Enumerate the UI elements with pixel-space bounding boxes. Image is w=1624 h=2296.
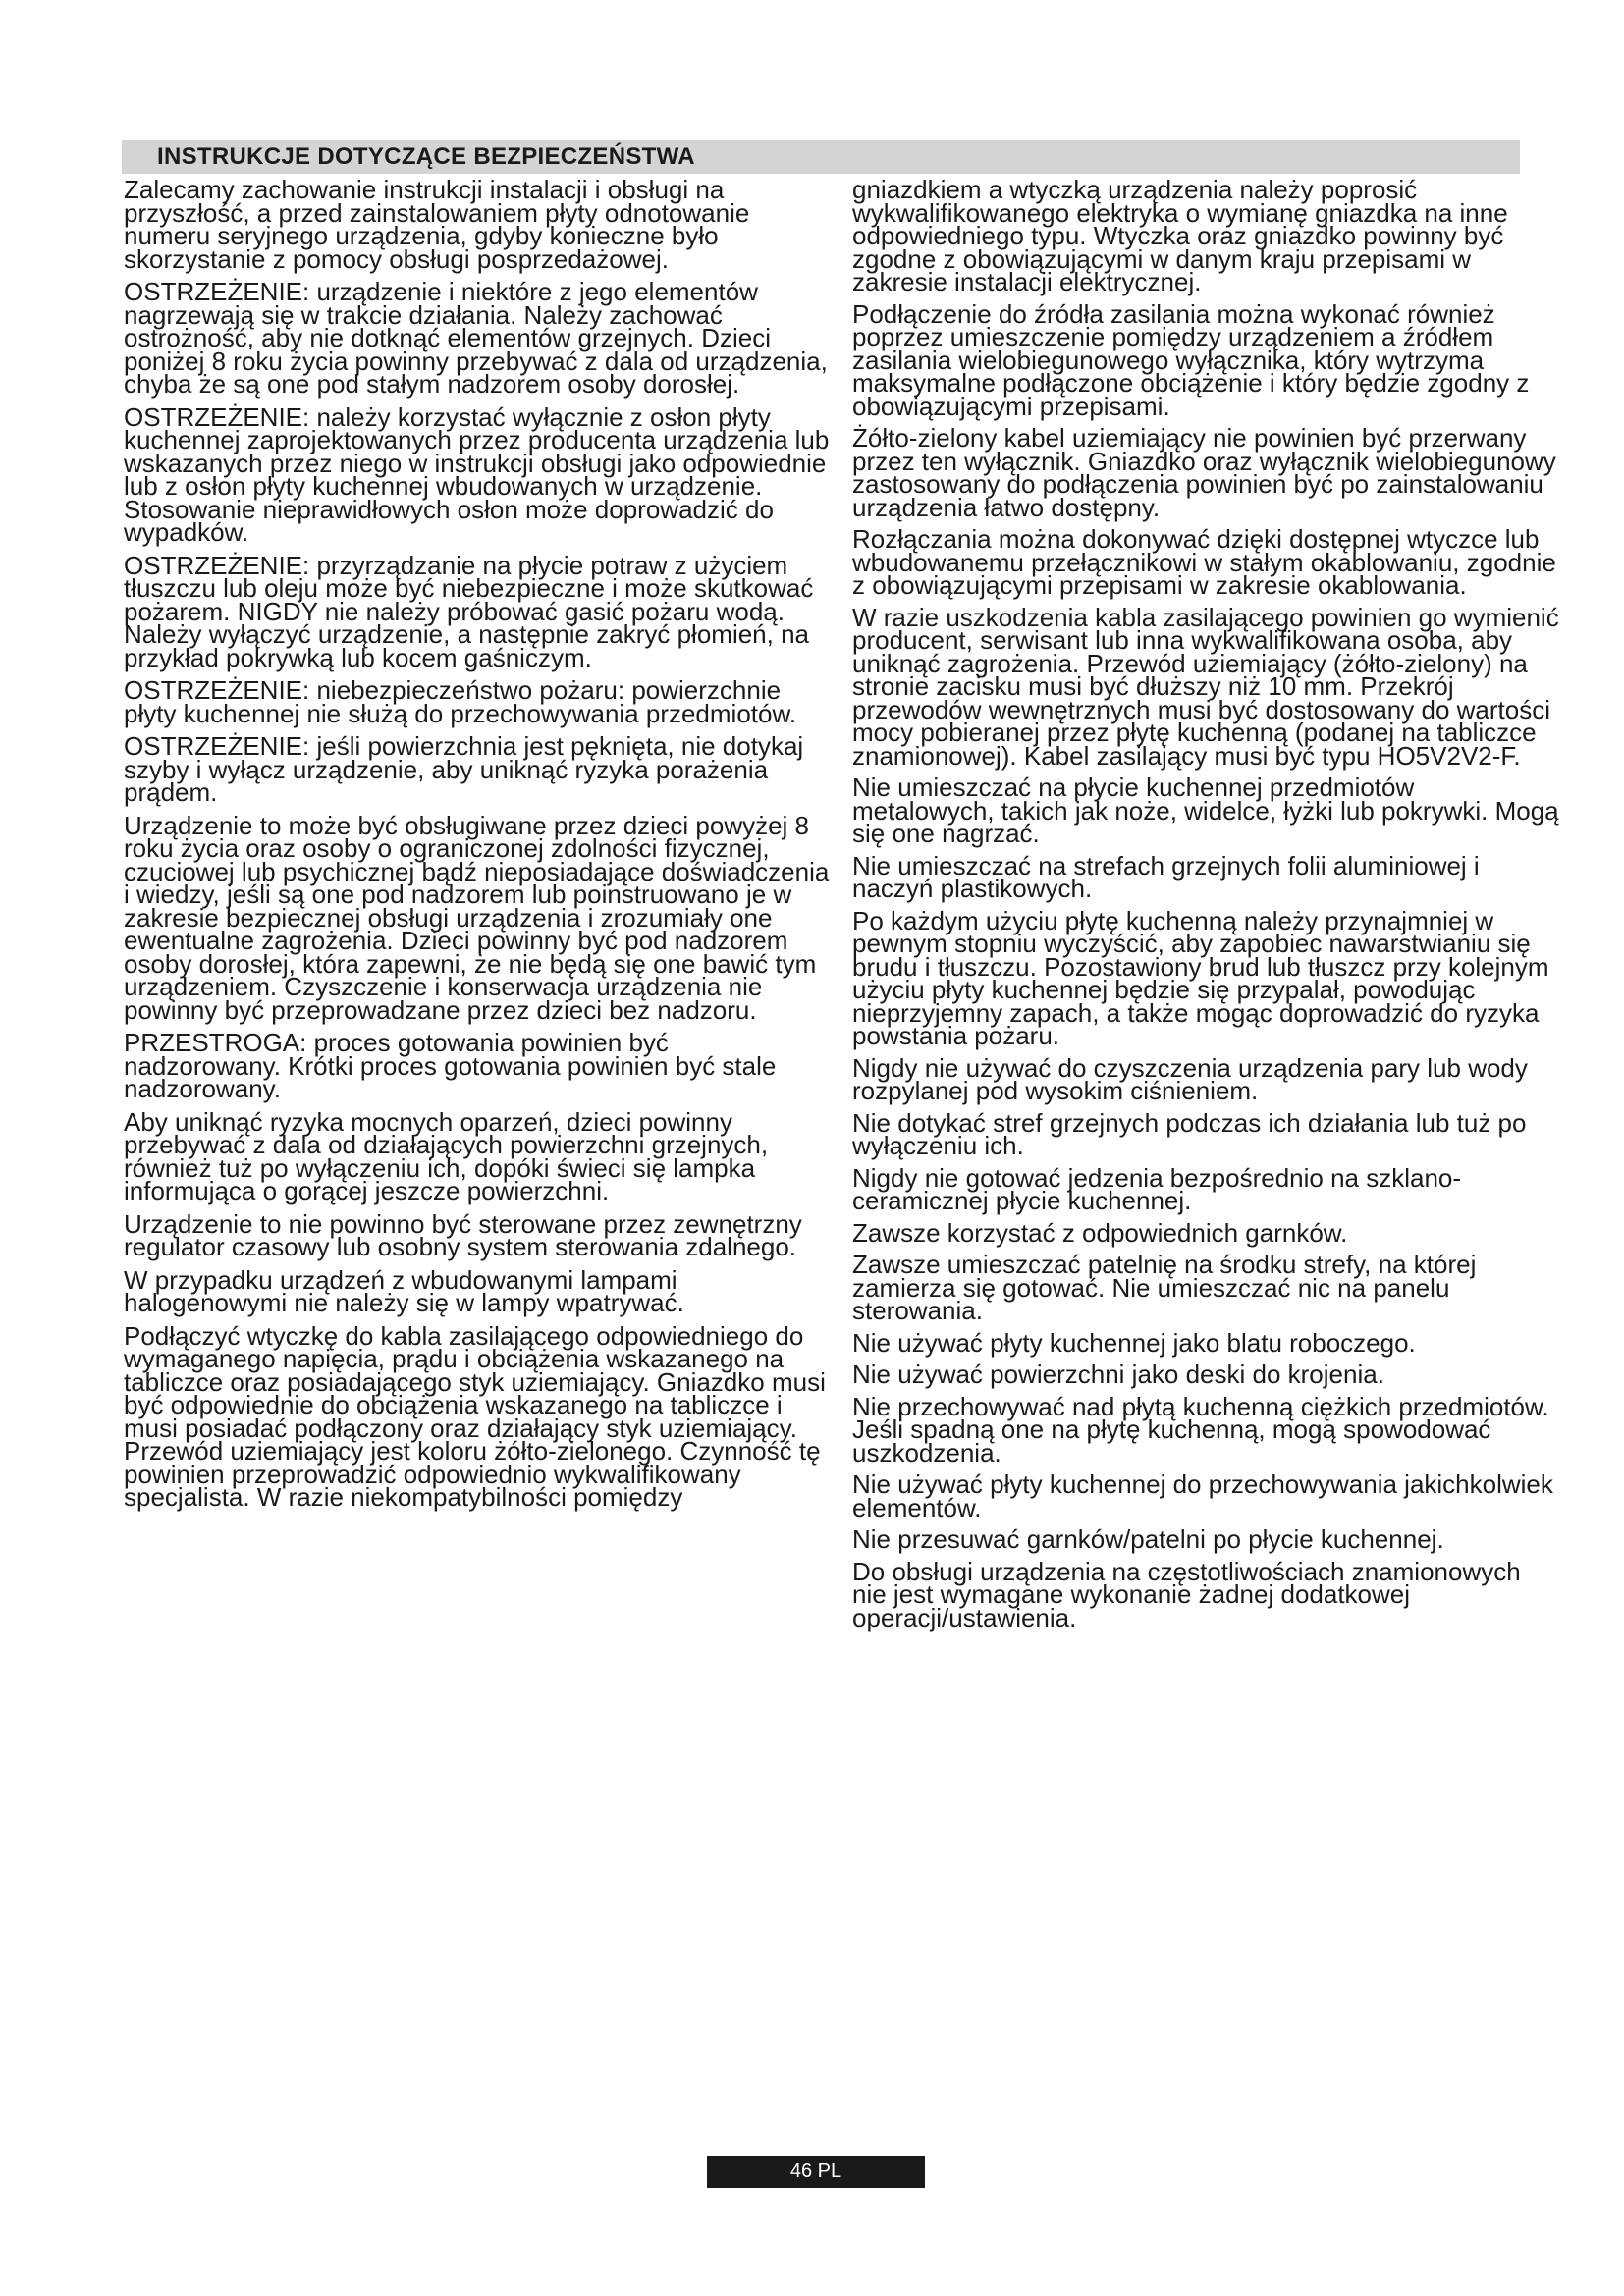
paragraph: Nie przechowywać nad płytą kuchenną ciężkich przedmiotów. Jeśli spadną one na płytę kuchenną, mogą spowodować uszkodzenia. xyxy=(852,1391,1549,1468)
paragraph: Nie umieszczać na płycie kuchennej przedmiotów metalowych, takich jak noże, widelce, łyżki lub pokrywki. Mogą się one nagrzać. xyxy=(852,773,1559,848)
paragraph: Po każdym użyciu płytę kuchenną należy przynajmniej w pewnym stopniu wyczyścić, aby zapobiec nawarstwianiu się brudu i tłuszczu. Pozostawiony brud lub tłuszcz przy kolejnym użyciu płyty kuchennej będzie się przypalał, powodując nieprzyjemny zapach, a także mogąc doprowadzić do ryzyka powstania pożaru. xyxy=(852,905,1549,1050)
paragraph: W razie uszkodzenia kabla zasilającego powinien go wymienić producent, serwisant lub inna wykwalifikowana osoba, aby uniknąć zagrożenia. Przewód uziemiający (żółto-zielony) na stronie zacisku musi być dłuższy niż 10 mm. Przekrój przewodów wewnętrznych musi być dostosowany do wartości mocy pobieranej przez płytę kuchenną (podanej na tabliczce znamionowej). Kabel zasilający musi być typu HO5V2V2-F. xyxy=(852,602,1559,771)
paragraph: Nie używać płyty kuchennej jako blatu roboczego. xyxy=(852,1327,1416,1358)
paragraph: Zawsze umieszczać patelnię na środku strefy, na której zamierza się gotować. Nie umieszczać nic na panelu sterowania. xyxy=(852,1250,1477,1325)
paragraph: Nigdy nie gotować jedzenia bezpośrednio na szklano-ceramicznej płycie kuchennej. xyxy=(852,1162,1462,1215)
right-column xyxy=(852,175,1559,1638)
paragraph: Podłączyć wtyczkę do kabla zasilającego odpowiedniego do wymaganego napięcia, prądu i obciążenia wskazanego na tabliczce oraz posiadającego styk uziemiający. Gniazdko musi być odpowiednie do obciążenia wskazanego na tabliczce i musi posiadać podłączony oraz działający styk uziemiający. Przewód uziemiający jest koloru żółto-zielonego. Czynność tę powinien przeprowadzić odpowiednio wykwalifikowany specjalista. W razie niekompatybilności pomiędzy xyxy=(124,1320,826,1512)
paragraph: Urządzenie to może być obsługiwane przez dzieci powyżej 8 roku życia oraz osoby o ograniczonej zdolności fizycznej, czuciowej lub psychicznej bądź nieposiadające doświadczenia i wiedzy, jeśli są one pod nadzorem lub poinstruowano je w zakresie bezpiecznej obsługi urządzenia i zrozumiały one ewentualne zagrożenia. Dzieci powinny być pod nadzorem osoby dorosłej, która zapewni, że nie będą się one bawić tym urządzeniem. Czyszczenie i konserwacja urządzenia nie powinny być przeprowadzane przez dzieci bez nadzoru. xyxy=(124,810,830,1025)
paragraph: OSTRZEŻENIE: przyrządzanie na płycie potraw z użyciem tłuszczu lub oleju może być niebezpieczne i może skutkować pożarem. NIGDY nie należy próbować gasić pożaru wodą. Należy wyłączyć urządzenie, a następnie zakryć płomień, na przykład pokrywką lub kocem gaśniczym. xyxy=(124,550,814,672)
paragraph: Zawsze korzystać z odpowiednich garnków. xyxy=(852,1217,1348,1248)
left-column xyxy=(124,175,831,1520)
paragraph: Nie dotykać stref grzejnych podczas ich działania lub tuż po wyłączeniu ich. xyxy=(852,1107,1527,1160)
paragraph: Zalecamy zachowanie instrukcji instalacji i obsługi na przyszłość, a przed zainstalowaniem płyty odnotowanie numeru seryjnego urządzenia, gdyby konieczne było skorzystanie z pomocy obsługi posprzedażowej. xyxy=(124,175,750,274)
paragraph: Nigdy nie używać do czyszczenia urządzenia pary lub wody rozpylanej pod wysokim ciśnieniem. xyxy=(852,1052,1528,1105)
paragraph: W przypadku urządzeń z wbudowanymi lampami halogenowymi nie należy się w lampy wpatrywać. xyxy=(124,1264,684,1317)
paragraph: OSTRZEŻENIE: jeśli powierzchnia jest pęknięta, nie dotykaj szyby i wyłącz urządzenie, aby uniknąć ryzyka porażenia prądem. xyxy=(124,731,804,807)
paragraph: gniazdkiem a wtyczką urządzenia należy poprosić wykwalifikowanego elektryka o wymianę gniazdka na inne odpowiedniego typu. Wtyczka oraz gniazdko powinny być zgodne z obowiązującymi w danym kraju przepisami w zakresie instalacji elektrycznej. xyxy=(852,175,1508,296)
paragraph: PRZESTROGA: proces gotowania powinien być nadzorowany. Krótki proces gotowania powinien być stale nadzorowany. xyxy=(124,1028,777,1103)
paragraph: Aby uniknąć ryzyka mocnych oparzeń, dzieci powinny przebywać z dala od działających powierzchni grzejnych, również tuż po wyłączeniu ich, dopóki świeci się lampka informująca o gorącej jeszcze powierzchni. xyxy=(124,1106,769,1205)
page-number: 46 PL xyxy=(789,2161,842,2182)
paragraph: OSTRZEŻENIE: należy korzystać wyłącznie z osłon płyty kuchennej zaprojektowanych przez producenta urządzenia lub wskazanych przez niego w instrukcji obsługi jako odpowiednie lub z osłon płyty kuchennej wbudowanych w urządzenie. Stosowanie nieprawidłowych osłon może doprowadzić do wypadków. xyxy=(124,401,830,547)
paragraph: Urządzenie to nie powinno być sterowane przez zewnętrzny regulator czasowy lub osobny system sterowania zdalnego. xyxy=(124,1208,802,1261)
paragraph: Podłączenie do źródła zasilania można wykonać również poprzez umieszczenie pomiędzy urządzeniem a źródłem zasilania wielobiegunowego wyłącznika, który wytrzyma maksymalne podłączone obciążenie i który będzie zgodny z obowiązującymi przepisami. xyxy=(852,298,1530,421)
paragraph: Nie umieszczać na strefach grzejnych folii aluminiowej i naczyń plastikowych. xyxy=(852,850,1480,903)
paragraph: Rozłączania można dokonywać dzięki dostępnej wtyczce lub wbudowanemu przełącznikowi w stałym okablowaniu, zgodnie z obowiązującymi przepisami w zakresie okablowania. xyxy=(852,524,1556,600)
section-title: INSTRUKCJE DOTYCZĄCE BEZPIECZEŃSTWA xyxy=(157,143,695,170)
paragraph: Nie używać powierzchni jako deski do krojenia. xyxy=(852,1360,1384,1389)
paragraph: Nie używać płyty kuchennej do przechowywania jakichkolwiek elementów. xyxy=(852,1469,1553,1522)
paragraph: Nie przesuwać garnków/patelni po płycie kuchennej. xyxy=(852,1524,1444,1554)
paragraph: Do obsługi urządzenia na częstotliwościach znamionowych nie jest wymagane wykonanie żadnej dodatkowej operacji/ustawienia. xyxy=(852,1556,1521,1632)
paragraph: OSTRZEŻENIE: niebezpieczeństwo pożaru: powierzchnie płyty kuchennej nie służą do przechowywania przedmiotów. xyxy=(124,675,797,728)
paragraph: Żółto-zielony kabel uziemiający nie powinien być przerwany przez ten wyłącznik. Gniazdko oraz wyłącznik wielobiegunowy zastosowany do podłączenia powinien być po zainstalowaniu urządzenia łatwo dostępny. xyxy=(852,423,1556,522)
paragraph: OSTRZEŻENIE: urządzenie i niektóre z jego elementów nagrzewają się w trakcie działania. Należy zachować ostrożność, aby nie dotknąć elementów grzejnych. Dzieci poniżej 8 roku życia powinny przebywać z dala od urządzenia, chyba że są one pod stałym nadzorem osoby dorosłej. xyxy=(124,277,828,399)
